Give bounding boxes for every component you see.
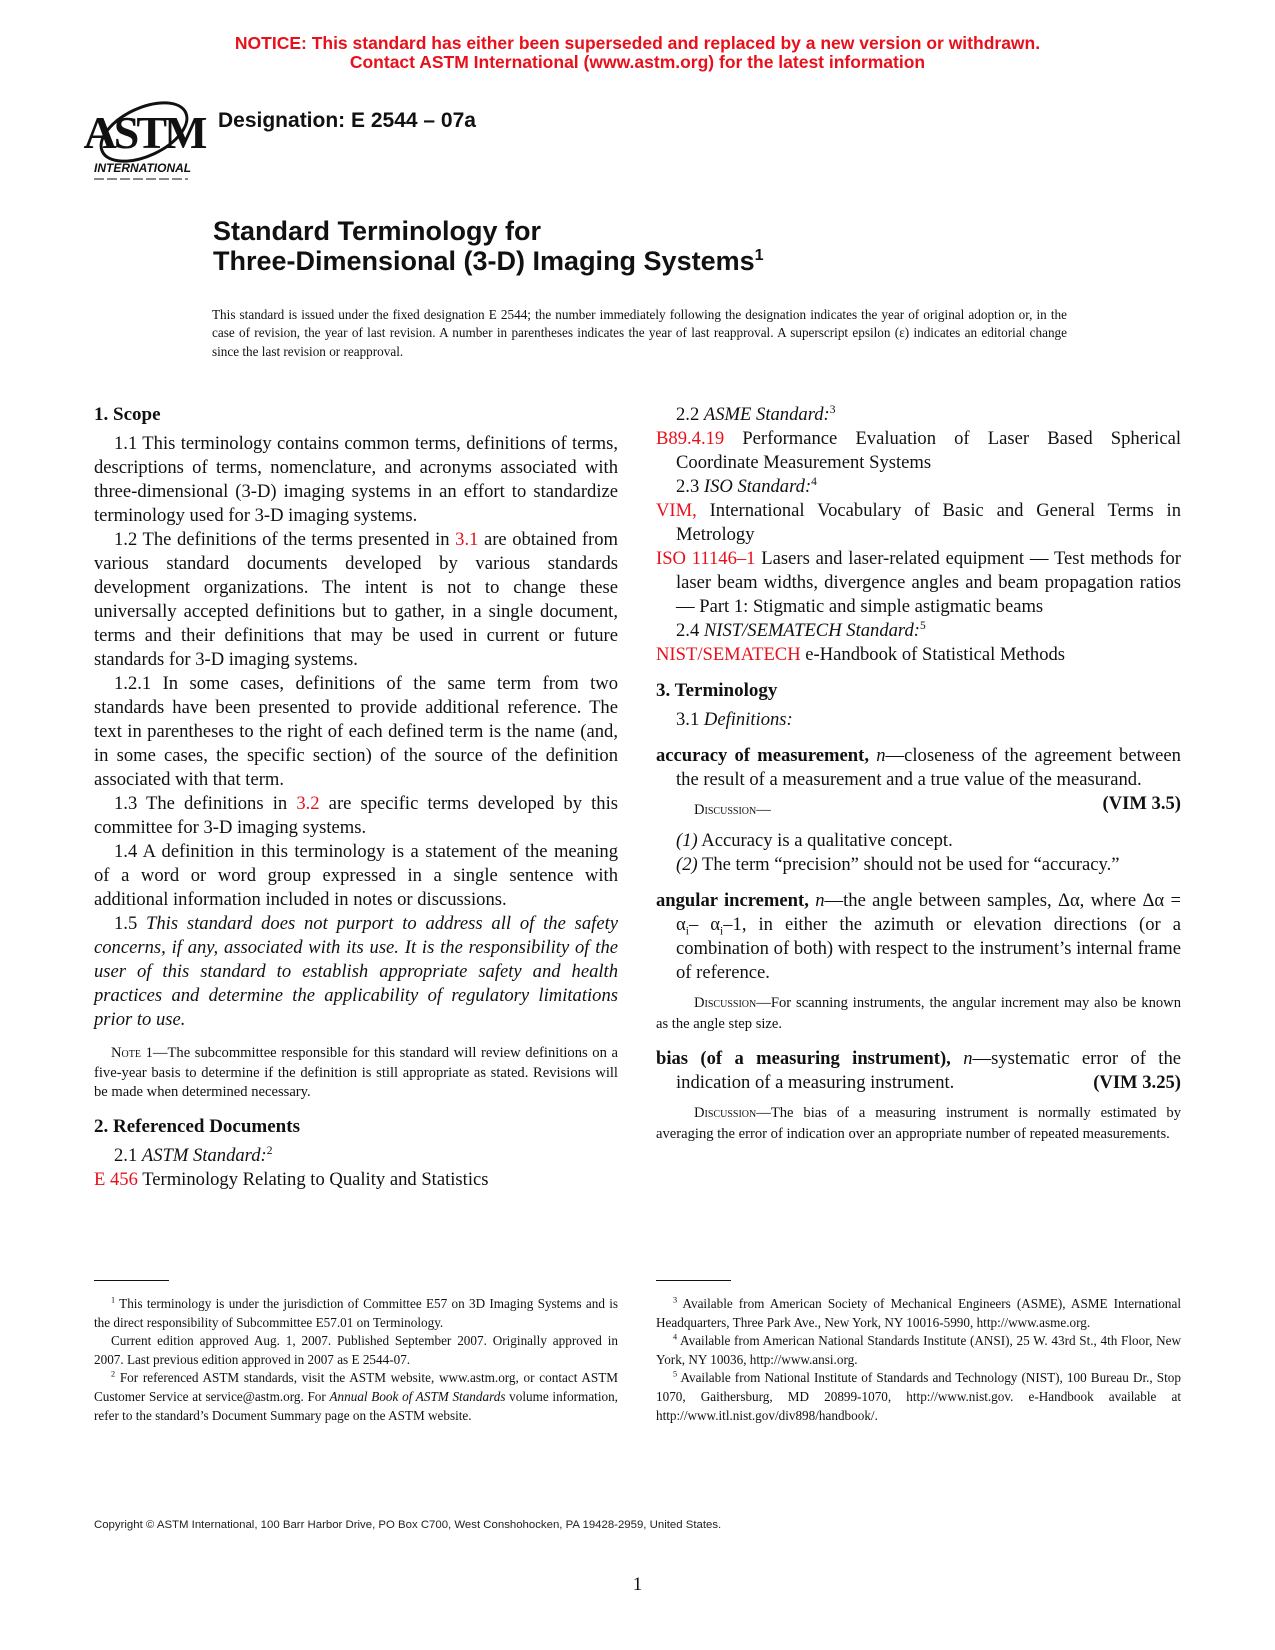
- svg-text:INTERNATIONAL: INTERNATIONAL: [94, 161, 192, 175]
- definition-accuracy: accuracy of measurement, n—closeness of the agreement between the result of a measurement and a true value of the measurand. (VIM 3.5): [656, 745, 1181, 814]
- subsection-2-1: 2.1 ASTM Standard:$^2$: [114, 1144, 273, 1166]
- definition-angular-increment: angular increment, n—the angle between samples, Δα, where $\Delta\alpha = \alpha_i-$ $\alpha_i-1$, in either the azimuth or elevation directions (or a combination of both) with respect to the instrument’s internal frame of reference.: [656, 890, 1182, 983]
- astm-logo: [83, 86, 205, 188]
- discussion-accuracy-item-2: (2) The term “precision” should not be used for “accuracy.”: [676, 854, 1120, 875]
- link-vim[interactable]: VIM,: [656, 500, 697, 521]
- paragraph-1-2-1: 1.2.1 In some cases, definitions of the same term from two standards have been presented to provide additional reference. The text in parentheses to the right of each defined term is the name (and, in some cases, the specific section) of the source of the definition associated with that term.: [94, 673, 618, 790]
- issuance-statement: This standard is issued under the fixed designation E 2544; the number immediately following the designation indicates the year of original adoption or, in the case of revision, the year of last revision. A number in parentheses indicates the year of last reapproval. A superscript epsilon (ε) indicates an editorial change since the last revision or reapproval.: [212, 307, 1067, 359]
- reference-nist: NIST/SEMATECH e-Handbook of Statistical Methods: [656, 644, 1066, 665]
- footnote-1-edition: Current edition approved Aug. 1, 2007. Published September 2007. Originally approved in 2007. Last previous edition approved in 2007 as E 2544-07.: [94, 1333, 618, 1367]
- paragraph-1-5: 1.5 This standard does not purport to address all of the safety concerns, if any, associated with its use. It is the responsibility of the user of this standard to establish appropriate safety and health practices and determine the applicability of regulatory limitations prior to use.: [94, 913, 618, 1030]
- link-iso-11146[interactable]: ISO 11146–1: [656, 548, 756, 569]
- footnote-4: $^4$ Available from American National Standards Institute (ANSI), 25 W. 43rd St., 4th Floor, New York, NY 10036, http://www.ansi.org.: [656, 1332, 1181, 1367]
- subsection-2-2: 2.2 ASME Standard:$^3$: [676, 403, 836, 425]
- subsection-2-4: 2.4 NIST/SEMATECH Standard:$^5$: [676, 619, 926, 641]
- subsection-2-3: 2.3 ISO Standard:$^4$: [676, 475, 817, 497]
- section-heading-terminology: 3. Terminology: [656, 680, 778, 701]
- footnote-rule: [656, 1280, 731, 1281]
- reference-vim: VIM, International Vocabulary of Basic and General Terms in Metrology: [656, 500, 1181, 545]
- right-column: [656, 403, 1181, 1151]
- title-line-2: Three-Dimensional (3-D) Imaging Systems$^1$: [213, 246, 764, 276]
- link-b89[interactable]: B89.4.19: [656, 428, 725, 449]
- footnote-2: $^2$ For referenced ASTM standards, visit the ASTM website, www.astm.org, or contact ASTM Customer Service at service@astm.org. For Annual Book of ASTM Standards volume information, refer to the standard’s Document Summary page on the ASTM website.: [94, 1369, 618, 1423]
- link-3-2[interactable]: 3.2: [296, 793, 320, 814]
- discussion-accuracy-label: Discussion—: [694, 802, 771, 818]
- discussion-bias: Discussion—The bias of a measuring instrument is normally estimated by averaging the error of indication over an appropriate number of repeated measurements.: [656, 1105, 1181, 1142]
- reference-e456: E 456 Terminology Relating to Quality and Statistics: [94, 1168, 489, 1190]
- left-column: [94, 403, 618, 1192]
- notice-line-2: Contact ASTM International (www.astm.org) for the latest information: [349, 52, 926, 72]
- title-footnote-ref[interactable]: 1: [754, 247, 764, 264]
- footnote-ref-2[interactable]: 2: [266, 1144, 273, 1157]
- definition-bias: bias (of a measuring instrument), n—systematic error of the indication of a measuring instrument. (VIM 3.25): [656, 1048, 1181, 1093]
- paragraph-1-1: 1.1 This terminology contains common terms, definitions of terms, descriptions of terms, nomenclature, and acronyms associated with three-dimensional (3-D) imaging systems in an effort to standardize terminology used for 3-D imaging systems.: [94, 433, 618, 526]
- subsection-3-1: 3.1 Definitions:: [676, 709, 793, 730]
- copyright: Copyright © ASTM International, 100 Barr Harbor Drive, PO Box C700, West Conshohocken, PA 19428-2959, United States.: [94, 1519, 722, 1531]
- reference-b89: B89.4.19 Performance Evaluation of Laser Based Spherical Coordinate Measurement Systems: [656, 428, 1181, 473]
- reference-iso-11146: ISO 11146–1 Lasers and laser-related equipment — Test methods for laser beam widths, divergence angles and beam propagation ratios — Part 1: Stigmatic and simple astigmatic beams: [656, 548, 1181, 617]
- link-e456[interactable]: E 456: [94, 1168, 138, 1190]
- footnotes-left: [94, 1280, 618, 1425]
- discussion-angular-increment: Discussion—For scanning instruments, the angular increment may also be known as the angle step size.: [656, 995, 1181, 1032]
- supersede-notice: [0, 34, 1275, 72]
- page-number: 1: [632, 1574, 643, 1595]
- footnote-3: $^3$ Available from American Society of Mechanical Engineers (ASME), ASME International Headquarters, Three Park Ave., New York, NY 10016-5990, http://www.asme.org.: [656, 1295, 1181, 1330]
- footnote-1: $^1$ This terminology is under the jurisdiction of Committee E57 on 3D Imaging Systems and is the direct responsibility of Subcommittee E57.01 on Terminology.: [94, 1295, 618, 1330]
- discussion-accuracy-item-1: (1) Accuracy is a qualitative concept.: [676, 830, 953, 851]
- section-heading-referenced-documents: 2. Referenced Documents: [94, 1115, 300, 1137]
- link-3-1[interactable]: 3.1: [455, 529, 479, 550]
- svg-text:ASTM: ASTM: [83, 107, 205, 158]
- footnote-ref-5[interactable]: 5: [919, 619, 926, 632]
- title-line-1: Standard Terminology for: [213, 216, 542, 246]
- document-title: [213, 216, 764, 276]
- footnote-rule: [94, 1280, 169, 1281]
- link-nist[interactable]: NIST/SEMATECH: [656, 644, 801, 665]
- footnote-5: $^5$ Available from National Institute of Standards and Technology (NIST), 100 Bureau Dr., Stop 1070, Gaithersburg, MD 20899-1070, http://www.nist.gov. e-Handbook available at http://www.itl.nist.gov/div898/handbook/.: [656, 1369, 1181, 1423]
- astm-logo-icon: [83, 86, 205, 188]
- footnote-ref-4[interactable]: 4: [811, 475, 817, 488]
- notice-line-1: NOTICE: This standard has either been superseded and replaced by a new version or withdrawn.: [234, 33, 1041, 53]
- paragraph-1-3: 1.3 The definitions in 3.2 are specific terms developed by this committee for 3-D imaging systems.: [94, 793, 618, 838]
- paragraph-1-2: 1.2 The definitions of the terms presented in 3.1 are obtained from various standard documents developed by various standards development organizations. The intent is not to change these universally accepted definitions but to gather, in a single document, terms and their definitions that may be used in current or future standards for 3-D imaging systems.: [94, 529, 618, 670]
- note-1: Note 1—The subcommittee responsible for this standard will review definitions on a five-year basis to determine if the definition is still appropriate as stated. Revisions will be made when determined necessary.: [94, 1045, 618, 1100]
- section-heading-scope: 1. Scope: [94, 404, 161, 425]
- designation: Designation: E 2544 – 07a: [218, 109, 476, 132]
- footnote-ref-3[interactable]: 3: [829, 403, 836, 416]
- paragraph-1-4: 1.4 A definition in this terminology is a statement of the meaning of a word or word group expressed in a single sentence with additional information included in notes or discussions.: [94, 841, 618, 910]
- footnotes-right: [656, 1280, 1181, 1425]
